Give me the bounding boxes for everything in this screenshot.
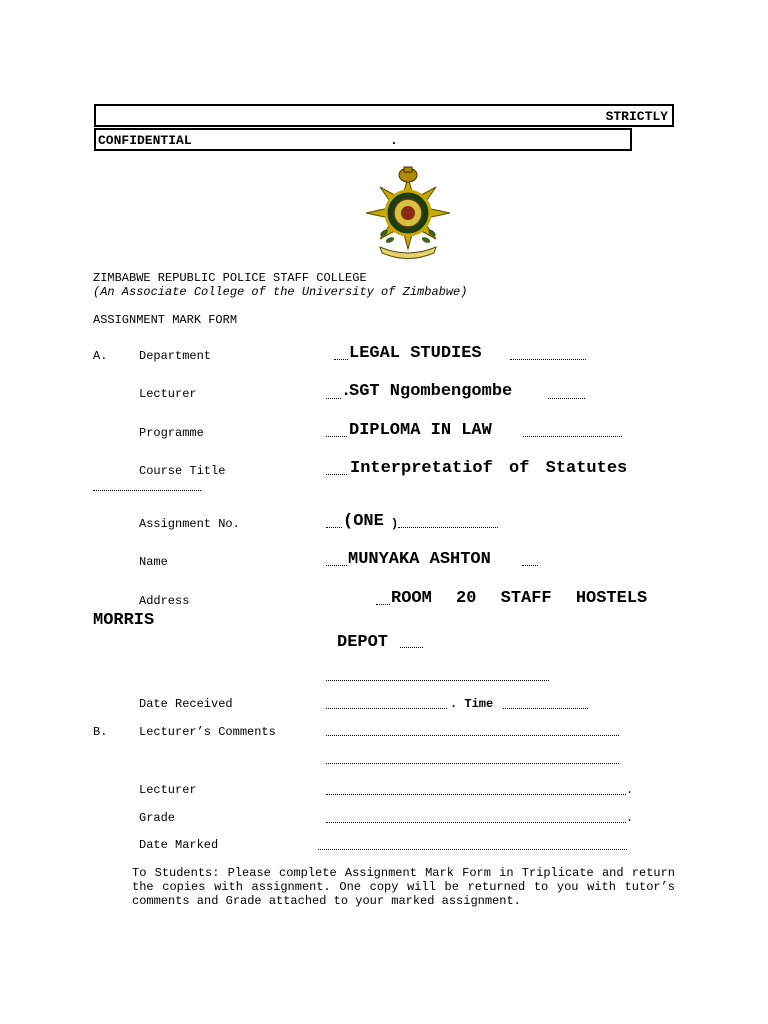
police-badge-icon (360, 163, 456, 263)
programme-label: Programme (139, 426, 204, 440)
address-line2[interactable]: MORRIS (93, 611, 155, 630)
strictly-box (94, 104, 674, 127)
lecturer-prefix: . (341, 382, 352, 401)
address-line3[interactable]: DEPOT (337, 633, 389, 652)
b-lecturer-label: Lecturer (139, 783, 197, 797)
college-name: ZIMBABWE REPUBLIC POLICE STAFF COLLEGE (93, 271, 367, 285)
comments-line-1[interactable] (326, 735, 619, 736)
time-line[interactable] (503, 708, 588, 709)
comments-line-2[interactable] (326, 763, 619, 764)
confidential-box (94, 128, 632, 151)
lecturer-dots-right (548, 398, 585, 399)
date-marked-line[interactable] (318, 849, 627, 850)
course-title-dots-wrap (93, 490, 201, 491)
programme-dots-right (523, 436, 622, 437)
form-title: ASSIGNMENT MARK FORM (93, 313, 238, 327)
department-dots-left (334, 359, 348, 360)
course-title-dots-left (326, 474, 347, 475)
address-line1[interactable]: ROOM 20 STAFF HOSTELS (391, 589, 648, 608)
address-dots-line3 (400, 647, 423, 648)
department-label: Department (139, 349, 212, 363)
course-title-label: Course Title (139, 464, 226, 478)
grade-line[interactable] (326, 822, 626, 823)
assignment-no-value[interactable]: (ONE (343, 512, 384, 531)
confidential-period: . (390, 133, 398, 148)
department-value[interactable]: LEGAL STUDIES (349, 344, 482, 363)
address-label: Address (139, 594, 190, 608)
confidential-label: CONFIDENTIAL (98, 133, 192, 148)
date-received-label: Date Received (139, 697, 233, 711)
lecturer-value[interactable]: SGT Ngombengombe (349, 382, 513, 401)
college-affiliation: (An Associate College of the University of Zimbabwe) (93, 285, 468, 299)
course-title-value[interactable]: Interpretatiof of Statutes (350, 459, 628, 478)
section-b-letter: B. (93, 725, 108, 739)
b-lecturer-line[interactable] (326, 794, 626, 795)
time-label: . Time (450, 697, 494, 711)
date-marked-label: Date Marked (139, 838, 219, 852)
lecturer-dots-left (326, 398, 341, 399)
b-lecturer-period: . (626, 783, 634, 797)
address-dots-extra (326, 680, 549, 681)
name-label: Name (139, 555, 168, 569)
assignment-no-dots-left (326, 527, 342, 528)
section-a-letter: A. (93, 349, 108, 363)
students-note: To Students: Please complete Assignment Mark Form in Triplicate and return the copies with assignment. One copy will be returned to you with tutor’s comments and Grade attached to your marked assignment. (132, 866, 675, 908)
lecturer-label: Lecturer (139, 387, 197, 401)
programme-dots-left (326, 436, 347, 437)
grade-period: . (626, 811, 634, 825)
name-dots-left (326, 565, 347, 566)
strictly-label: STRICTLY (605, 109, 668, 124)
date-received-line[interactable] (326, 708, 447, 709)
assignment-no-dots-right (398, 527, 498, 528)
assignment-no-label: Assignment No. (139, 517, 240, 531)
name-value[interactable]: MUNYAKA ASHTON (348, 550, 491, 569)
name-dots-right (522, 565, 538, 566)
department-dots-right (510, 359, 586, 360)
assignment-no-close: ) (391, 517, 399, 531)
comments-label: Lecturer’s Comments (139, 725, 276, 739)
grade-label: Grade (139, 811, 176, 825)
address-dots-left (376, 604, 390, 605)
programme-value[interactable]: DIPLOMA IN LAW (349, 421, 492, 440)
